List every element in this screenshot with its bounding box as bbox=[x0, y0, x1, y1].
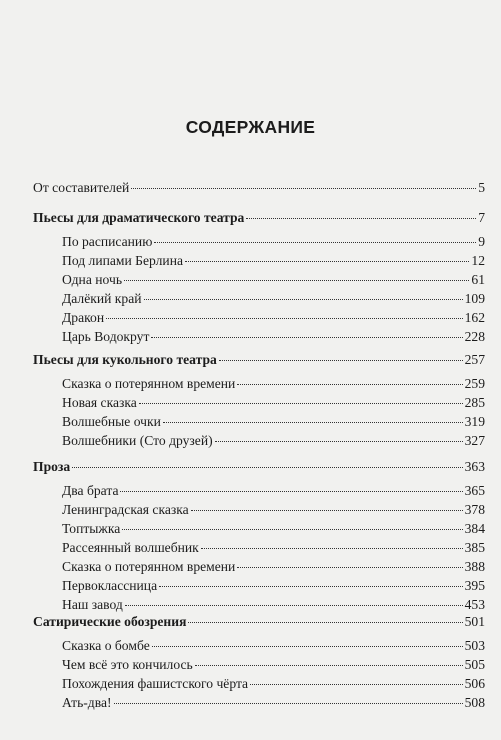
entry-title: Сказка о потерянном времени bbox=[62, 559, 236, 574]
dot-leader bbox=[131, 188, 476, 189]
entry-title: Пьесы для драматического театра bbox=[33, 210, 245, 225]
entry-page-number: 327 bbox=[464, 433, 485, 448]
toc-entry bbox=[62, 657, 485, 673]
entry-page-number: 378 bbox=[464, 502, 485, 517]
entry-page-number: 505 bbox=[464, 657, 485, 672]
toc-entry bbox=[62, 695, 485, 711]
toc-entry bbox=[62, 521, 485, 537]
entry-page-number: 508 bbox=[464, 695, 485, 710]
toc-entry bbox=[62, 272, 485, 288]
entry-page-number: 388 bbox=[464, 559, 485, 574]
dot-leader bbox=[237, 384, 462, 385]
dot-leader bbox=[106, 318, 463, 319]
entry-title: Чем всё это кончилось bbox=[62, 657, 193, 672]
page-title: СОДЕРЖАНИЕ bbox=[185, 117, 316, 137]
entry-page-number: 162 bbox=[464, 310, 485, 325]
entry-title: Сказка о потерянном времени bbox=[62, 376, 236, 391]
entry-page-number: 61 bbox=[471, 272, 485, 287]
entry-page-number: 365 bbox=[464, 483, 485, 498]
dot-leader bbox=[144, 299, 463, 300]
toc-entry bbox=[62, 578, 485, 594]
entry-title: Волшебники (Сто друзей) bbox=[62, 433, 213, 448]
entry-title: Под липами Берлина bbox=[62, 253, 184, 268]
toc-entry bbox=[62, 329, 485, 345]
toc-entry bbox=[62, 483, 485, 499]
toc-entry bbox=[62, 433, 485, 449]
toc-entry bbox=[62, 291, 485, 307]
entry-title: Далёкий край bbox=[62, 291, 142, 306]
entry-page-number: 506 bbox=[464, 676, 485, 691]
entry-title: Одна ночь bbox=[62, 272, 123, 287]
dot-leader bbox=[201, 548, 463, 549]
entry-title: Волшебные очки bbox=[62, 414, 161, 429]
entry-title: Ать-два! bbox=[62, 695, 112, 710]
entry-title: Новая сказка bbox=[62, 395, 137, 410]
entry-title: Топтыжка bbox=[62, 521, 121, 536]
entry-page-number: 9 bbox=[478, 234, 485, 249]
toc-section-entry bbox=[33, 180, 485, 196]
toc-entry bbox=[62, 502, 485, 518]
entry-title: Пьесы для кукольного театра bbox=[33, 352, 217, 367]
dot-leader bbox=[195, 665, 463, 666]
dot-leader bbox=[185, 261, 469, 262]
dot-leader bbox=[152, 646, 463, 647]
entry-page-number: 395 bbox=[464, 578, 485, 593]
entry-page-number: 5 bbox=[478, 180, 485, 195]
entry-page-number: 319 bbox=[464, 414, 485, 429]
dot-leader bbox=[72, 467, 462, 468]
dot-leader bbox=[151, 337, 462, 338]
entry-page-number: 501 bbox=[464, 614, 485, 629]
entry-page-number: 228 bbox=[464, 329, 485, 344]
toc-entry bbox=[62, 676, 485, 692]
toc-section-entry bbox=[33, 459, 485, 475]
dot-leader bbox=[246, 218, 476, 219]
dot-leader bbox=[219, 360, 463, 361]
dot-leader bbox=[122, 529, 462, 530]
entry-page-number: 259 bbox=[464, 376, 485, 391]
dot-leader bbox=[139, 403, 463, 404]
entry-page-number: 503 bbox=[464, 638, 485, 653]
entry-title: Дракон bbox=[62, 310, 105, 325]
entry-title: Сказка о бомбе bbox=[62, 638, 150, 653]
toc-section-entry bbox=[33, 614, 485, 630]
toc-section-entry bbox=[33, 210, 485, 226]
entry-page-number: 257 bbox=[464, 352, 485, 367]
dot-leader bbox=[250, 684, 463, 685]
toc-entry bbox=[62, 234, 485, 250]
entry-title: Проза bbox=[33, 459, 71, 474]
dot-leader bbox=[125, 605, 463, 606]
entry-title: Похождения фашистского чёрта bbox=[62, 676, 249, 691]
entry-title: Первоклассница bbox=[62, 578, 158, 593]
toc-entry bbox=[62, 540, 485, 556]
toc-entry bbox=[62, 376, 485, 392]
toc-section-entry bbox=[33, 352, 485, 368]
dot-leader bbox=[124, 280, 469, 281]
entry-title: Сатирические обозрения bbox=[33, 614, 187, 629]
entry-page-number: 7 bbox=[478, 210, 485, 225]
toc-entry bbox=[62, 638, 485, 654]
dot-leader bbox=[163, 422, 463, 423]
toc-entry bbox=[62, 395, 485, 411]
entry-title: По расписанию bbox=[62, 234, 153, 249]
entry-title: Наш завод bbox=[62, 597, 123, 612]
toc-entry bbox=[62, 414, 485, 430]
entry-title: Рассеянный волшебник bbox=[62, 540, 199, 555]
entry-page-number: 109 bbox=[464, 291, 485, 306]
entry-title: Ленинградская сказка bbox=[62, 502, 189, 517]
dot-leader bbox=[154, 242, 476, 243]
entry-title: Царь Водокрут bbox=[62, 329, 150, 344]
dot-leader bbox=[215, 441, 463, 442]
dot-leader bbox=[191, 510, 463, 511]
toc-entry bbox=[62, 253, 485, 269]
entry-title: От составителей bbox=[33, 180, 130, 195]
entry-title: Два брата bbox=[62, 483, 119, 498]
dot-leader bbox=[188, 622, 462, 623]
dot-leader bbox=[237, 567, 462, 568]
toc-entry bbox=[62, 559, 485, 575]
dot-leader bbox=[159, 586, 462, 587]
entry-page-number: 12 bbox=[471, 253, 485, 268]
entry-page-number: 363 bbox=[464, 459, 485, 474]
toc-entry bbox=[62, 310, 485, 326]
entry-page-number: 285 bbox=[464, 395, 485, 410]
entry-page-number: 384 bbox=[464, 521, 485, 536]
dot-leader bbox=[120, 491, 462, 492]
toc-entry bbox=[62, 597, 485, 613]
dot-leader bbox=[114, 703, 463, 704]
entry-page-number: 453 bbox=[464, 597, 485, 612]
entry-page-number: 385 bbox=[464, 540, 485, 555]
